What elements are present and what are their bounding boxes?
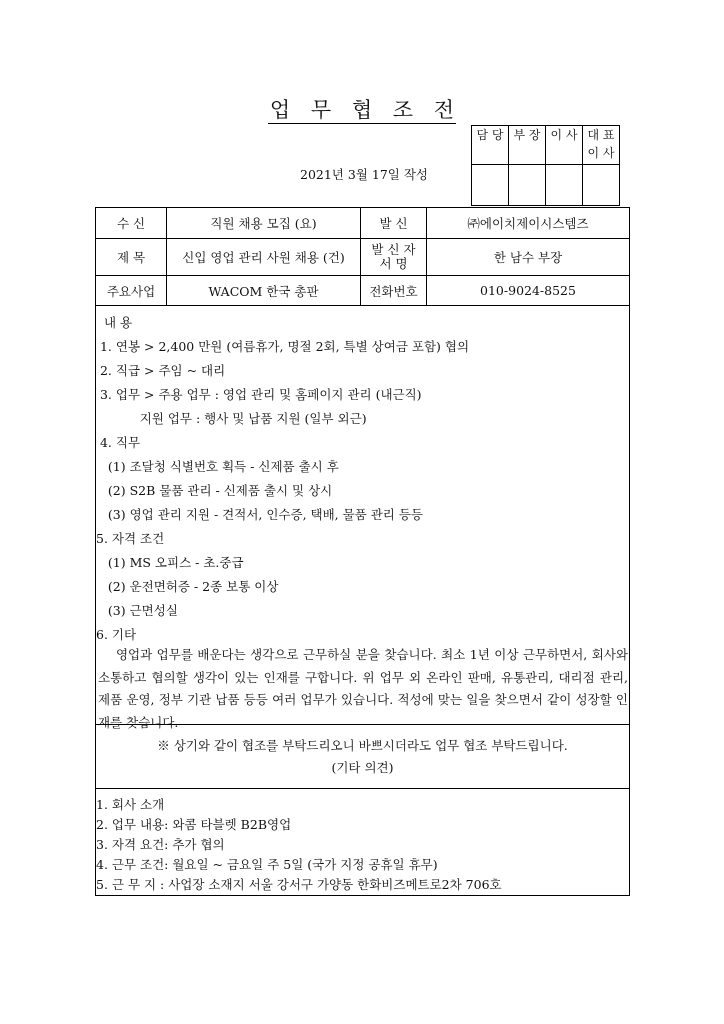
label-phone: 전화번호 <box>361 276 427 305</box>
footer-item: 1. 회사 소개 <box>96 797 165 812</box>
document-date: 2021년 3월 17일 작성 <box>300 167 428 182</box>
body-item: 1. 연봉 > 2,400 만원 (여름휴가, 명절 2회, 특별 상여금 포함) 협의 <box>96 339 470 354</box>
body-item: 5. 자격 조건 <box>96 531 165 546</box>
label-sender-signature-line1: 발 신 자 <box>371 242 416 257</box>
value-recipient: 직원 채용 모집 (요) <box>167 208 361 238</box>
approval-header-staff: 담 당 <box>472 126 509 165</box>
approval-sign-staff <box>472 165 509 206</box>
body-item: (3) 영업 관리 지원 - 견적서, 인수증, 택배, 물품 관리 등등 <box>96 507 424 522</box>
document-title: 업 무 협 조 전 <box>269 98 455 122</box>
footer-section <box>96 789 629 895</box>
body-item: 4. 직무 <box>96 435 141 450</box>
info-row-subject <box>96 239 629 276</box>
value-sender-signature: 한 남수 부장 <box>493 250 563 265</box>
body-heading: 내 용 <box>104 315 133 330</box>
approval-sign-ceo <box>583 165 620 206</box>
label-recipient: 수 신 <box>96 208 167 238</box>
body-paragraph: 영업과 업무를 배운다는 생각으로 근무하실 분을 찾습니다. 최소 1년 이상 근무하면서, 회사와 소통하고 협의할 생각이 있는 인재를 구합니다. 위 업무 외 온라인 판매, 유통관리, 대리점 관리, 제품 운영, 정부 기관 납품 등등 여러 업무가 있습니다. 적성에 맞는 일을 찾으면서 같이 성장할 인재를 찾습니다. <box>98 647 632 730</box>
value-phone: 010-9024-8525 <box>480 283 576 298</box>
body-item: 지원 업무 : 행사 및 납품 지원 (일부 외근) <box>96 411 367 426</box>
approval-header-ceo: 대 표 이 사 <box>583 126 620 165</box>
body-item: (3) 근면성실 <box>96 603 178 618</box>
label-subject: 제 목 <box>96 239 167 275</box>
label-sender-signature-line2: 서 명 <box>379 256 408 271</box>
body-item: (1) 조달청 식별번호 획득 - 신제품 출시 후 <box>96 459 339 474</box>
body-item: (1) MS 오피스 - 초.중급 <box>96 555 244 570</box>
label-sender: 발 신 <box>361 208 427 238</box>
label-sender-signature <box>361 239 427 275</box>
footer-item: 5. 근 무 지 : 사업장 소재지 서울 강서구 가양동 한화비즈메트로2차 706호 <box>96 877 502 892</box>
notice-opinion: (기타 의견) <box>331 760 394 775</box>
document-frame <box>95 207 630 896</box>
info-row-recipient <box>96 208 629 239</box>
label-business: 주요사업 <box>96 276 167 305</box>
body-item: 3. 업무 > 주용 업무 : 영업 관리 및 홈페이지 관리 (내근직) <box>96 387 422 402</box>
body-item: 2. 직급 > 주임 ~ 대리 <box>96 363 226 378</box>
approval-header-manager: 부 장 <box>509 126 546 165</box>
approval-header-director: 이 사 <box>546 126 583 165</box>
footer-item: 2. 업무 내용: 와콤 타블렛 B2B영업 <box>96 817 292 832</box>
notice-line: ※ 상기와 같이 협조를 부탁드리오니 바쁘시더라도 업무 협조 부탁드립니다. <box>157 738 568 753</box>
value-subject: 신입 영업 관리 사원 채용 (건) <box>167 239 361 275</box>
value-business: WACOM 한국 총판 <box>167 276 361 305</box>
approval-sign-director <box>546 165 583 206</box>
notice-section <box>96 725 629 789</box>
footer-item: 3. 자격 요건: 추가 협의 <box>96 837 225 852</box>
body-item: 6. 기타 <box>96 627 137 642</box>
body-item: (2) 운전면허증 - 2종 보통 이상 <box>96 579 279 594</box>
approval-box <box>471 125 620 206</box>
value-sender: ㈜에이치제이시스템즈 <box>467 216 589 231</box>
footer-item: 4. 근무 조건: 월요일 ~ 금요일 주 5일 (국가 지정 공휴일 휴무) <box>96 857 438 872</box>
approval-sign-manager <box>509 165 546 206</box>
info-row-business <box>96 276 629 306</box>
body-item: (2) S2B 물품 관리 - 신제품 출시 및 상시 <box>96 483 333 498</box>
body-section <box>96 306 632 730</box>
